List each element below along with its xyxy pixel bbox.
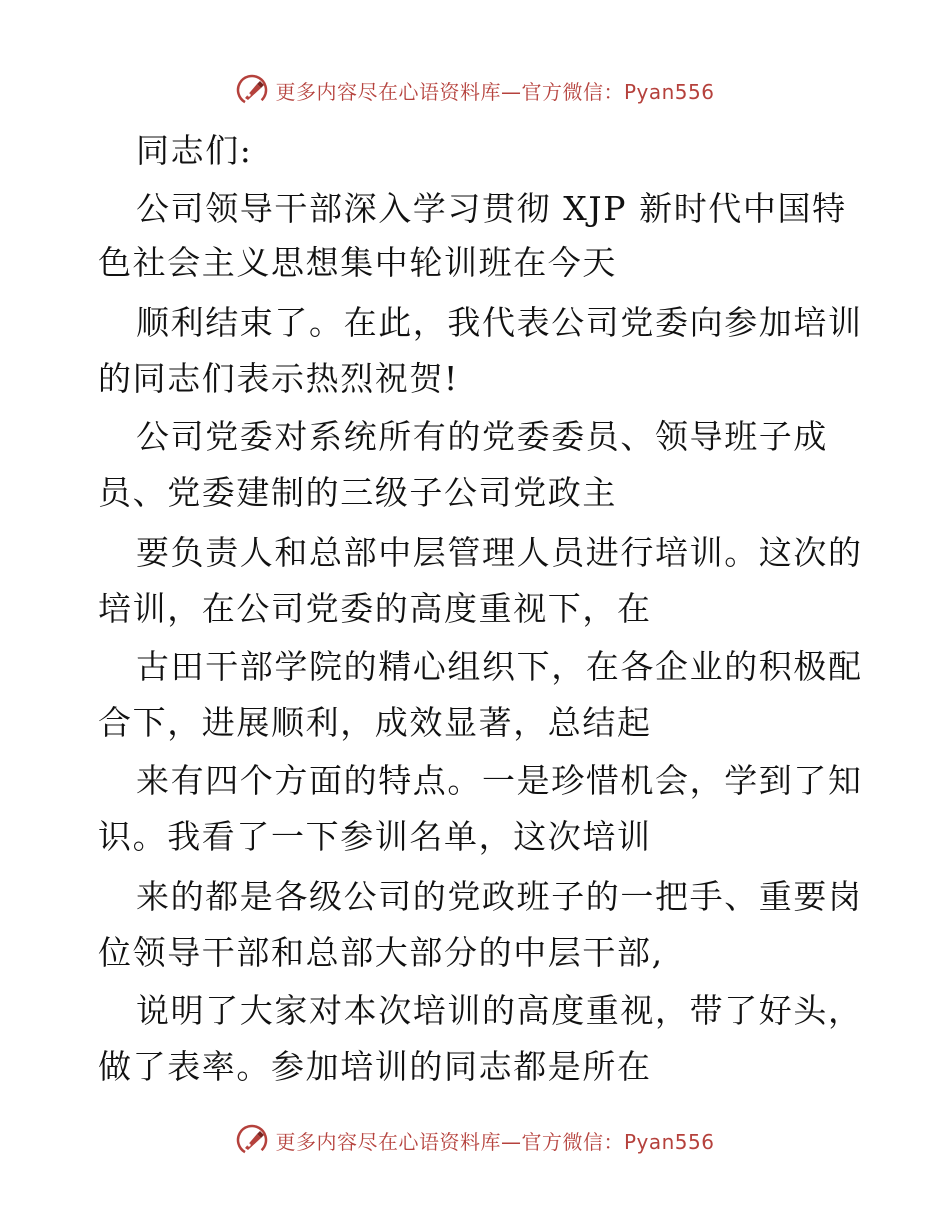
body-line: 来有四个方面的特点。一是珍惜机会，学到了知 xyxy=(136,761,863,800)
header-banner xyxy=(0,70,950,110)
body-line: 同志们: xyxy=(136,131,253,170)
body-line: 古田干部学院的精心组织下，在各企业的积极配 xyxy=(136,647,863,686)
body-line: 说明了大家对本次培训的高度重视，带了好头， xyxy=(136,991,863,1030)
body-line: 公司领导干部深入学习贯彻 XJP 新时代中国特 xyxy=(136,189,847,228)
body-line: 做了表率。参加培训的同志都是所在 xyxy=(98,1047,652,1086)
footer-banner xyxy=(0,1120,950,1160)
body-line: 位领导干部和总部大部分的中层干部, xyxy=(98,933,664,972)
body-line: 色社会主义思想集中轮训班在今天 xyxy=(98,243,617,282)
body-line: 培训，在公司党委的高度重视下，在 xyxy=(98,589,652,628)
body-line: 识。我看了一下参训名单，这次培训 xyxy=(98,817,652,856)
body-line: 公司党委对系统所有的党委委员、领导班子成 xyxy=(136,417,828,456)
body-line: 合下，进展顺利，成效显著，总结起 xyxy=(98,703,652,742)
body-line: 员、党委建制的三级子公司党政主 xyxy=(98,473,617,512)
pen-nib-icon xyxy=(235,73,269,107)
footer-banner-inner xyxy=(235,1123,714,1157)
header-banner-text: 更多内容尽在心语资料库—官方微信：Pyan556 xyxy=(275,79,715,104)
pen-nib-icon xyxy=(235,1123,269,1157)
body-line: 要负责人和总部中层管理人员进行培训。这次的 xyxy=(136,533,863,572)
body-line: 来的都是各级公司的党政班子的一把手、重要岗 xyxy=(136,877,863,916)
body-line: 顺利结束了。在此，我代表公司党委向参加培训 xyxy=(136,303,863,342)
header-banner-inner xyxy=(235,73,714,107)
body-line: 的同志们表示热烈祝贺! xyxy=(98,359,459,398)
footer-banner-text: 更多内容尽在心语资料库—官方微信：Pyan556 xyxy=(275,1129,715,1154)
